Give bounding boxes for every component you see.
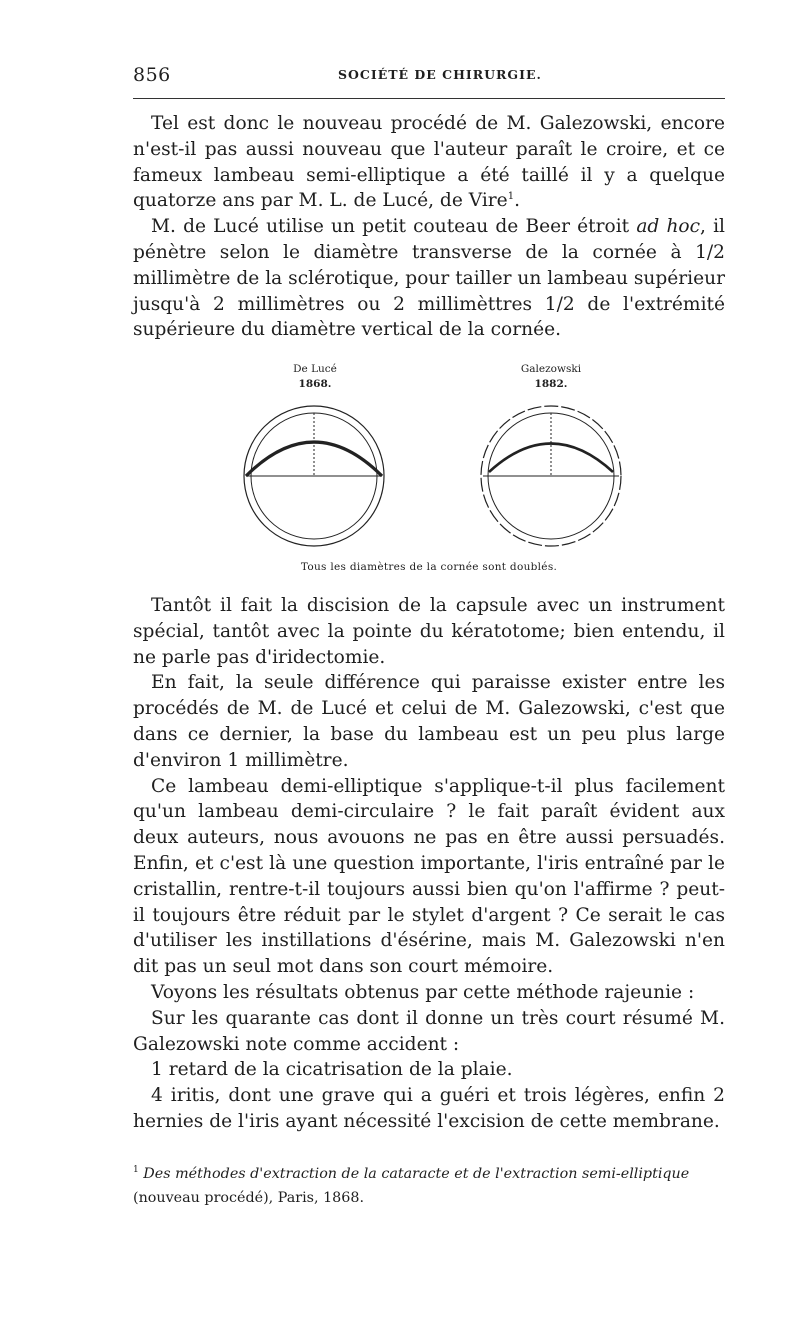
paragraph-italic: ad hoc [636,216,701,238]
running-title: SOCIÉTÉ DE CHIRURGIE. [338,67,542,82]
footnote-italic-text: Des méthodes d'extraction de la cataracte et de l'extraction semi-elliptique [143,1165,690,1182]
paragraph-text: , il pénètre selon le diamètre transverse de la cornée à 1/2 millimètre de la sclérotique, pour tailler un lambeau supérieur jusqu'à 2 millimètres ou 2 millimèttres 1/2 de l'extrémité supérieure du diamètre vertical de la cornée. [133,216,726,341]
body-text-top [133,111,725,343]
body-text-bottom [133,593,725,1135]
footnote-reference: 1 [507,191,515,203]
page-number: 856 [133,64,171,86]
footnote-line-1 [133,1158,733,1186]
footnote-line-2: (nouveau procédé), Paris, 1868. [133,1189,365,1206]
cornea-diagram-left [244,406,384,546]
header-rule [133,98,725,99]
paragraph-text: Tel est donc le nouveau procédé de M. Galezowski, encore n'est-il pas aussi nouveau que l'auteur paraît le croire, et ce fameux lambeau semi-elliptique a été taillé il y a quelque quatorze ans par M. L. de Lucé, de Vire [133,113,725,212]
paragraph [133,214,725,343]
figure-left-year: 1868. [298,378,332,390]
figure-drawing [133,355,725,580]
footnote [133,1158,733,1210]
paragraph: En fait, la seule différence qui paraisse exister entre les procédés de M. de Lucé et celui de M. Galezowski, c'est que dans ce dernier, la base du lambeau est un peu plus large d'environ 1 millimètre. [133,672,725,771]
paragraph: Ce lambeau demi-elliptique s'applique-t-il plus facilement qu'un lambeau demi-circulaire ? le fait paraît évident aux deux auteurs, nous avouons ne pas en être aussi persuadés. Enfin, et c'est là une question importante, l'iris entraîné par le cristallin, rentre-t-il toujours aussi bien qu'on l'affirme ? peut-il toujours être réduit par le stylet d'argent ? Ce serait le cas d'utiliser les instillations d'ésérine, mais M. Galezowski n'en dit pas un seul mot dans son court mémoire. [133,775,725,978]
paragraph: Sur les quarante cas dont il donne un très court résumé M. Galezowski note comme accident : [133,1007,725,1055]
paragraph: Tel est donc le nouveau procédé de M. Galezowski, encore n'est-il pas aussi nouveau que l'auteur paraît le croire, et ce fameux lambeau semi-elliptique a été taillé il y a quelque quatorze ans par M. L. de Lucé, de Vire$^1$. [133,113,725,212]
paragraph: 1 retard de la cicatrisation de la plaie. [151,1059,513,1081]
cornea-incision-figure [133,355,725,580]
paragraph-text: M. de Lucé utilise un petit couteau de Beer étroit [151,216,637,238]
cornea-diagram-right [481,406,621,546]
paragraph: 4 iritis, dont une grave qui a guéri et trois légères, enfin 2 hernies de l'iris ayant nécessité l'excision de cette membrane. [133,1085,725,1132]
footnote-marker: 1 [133,1165,139,1175]
figure-right-year: 1882. [534,378,568,390]
figure-left-label: De Lucé [293,363,337,375]
figure-right-label: Galezowski [520,363,582,375]
page-header [133,64,725,90]
paragraph: Tantôt il fait la discision de la capsule avec un instrument spécial, tantôt avec la pointe du kératotome; bien entendu, il ne parle pas d'iridectomie. [133,595,725,668]
paragraph: Voyons les résultats obtenus par cette méthode rajeunie : [151,981,695,1003]
figure-caption: Tous les diamètres de la cornée sont doublés. [300,561,558,573]
